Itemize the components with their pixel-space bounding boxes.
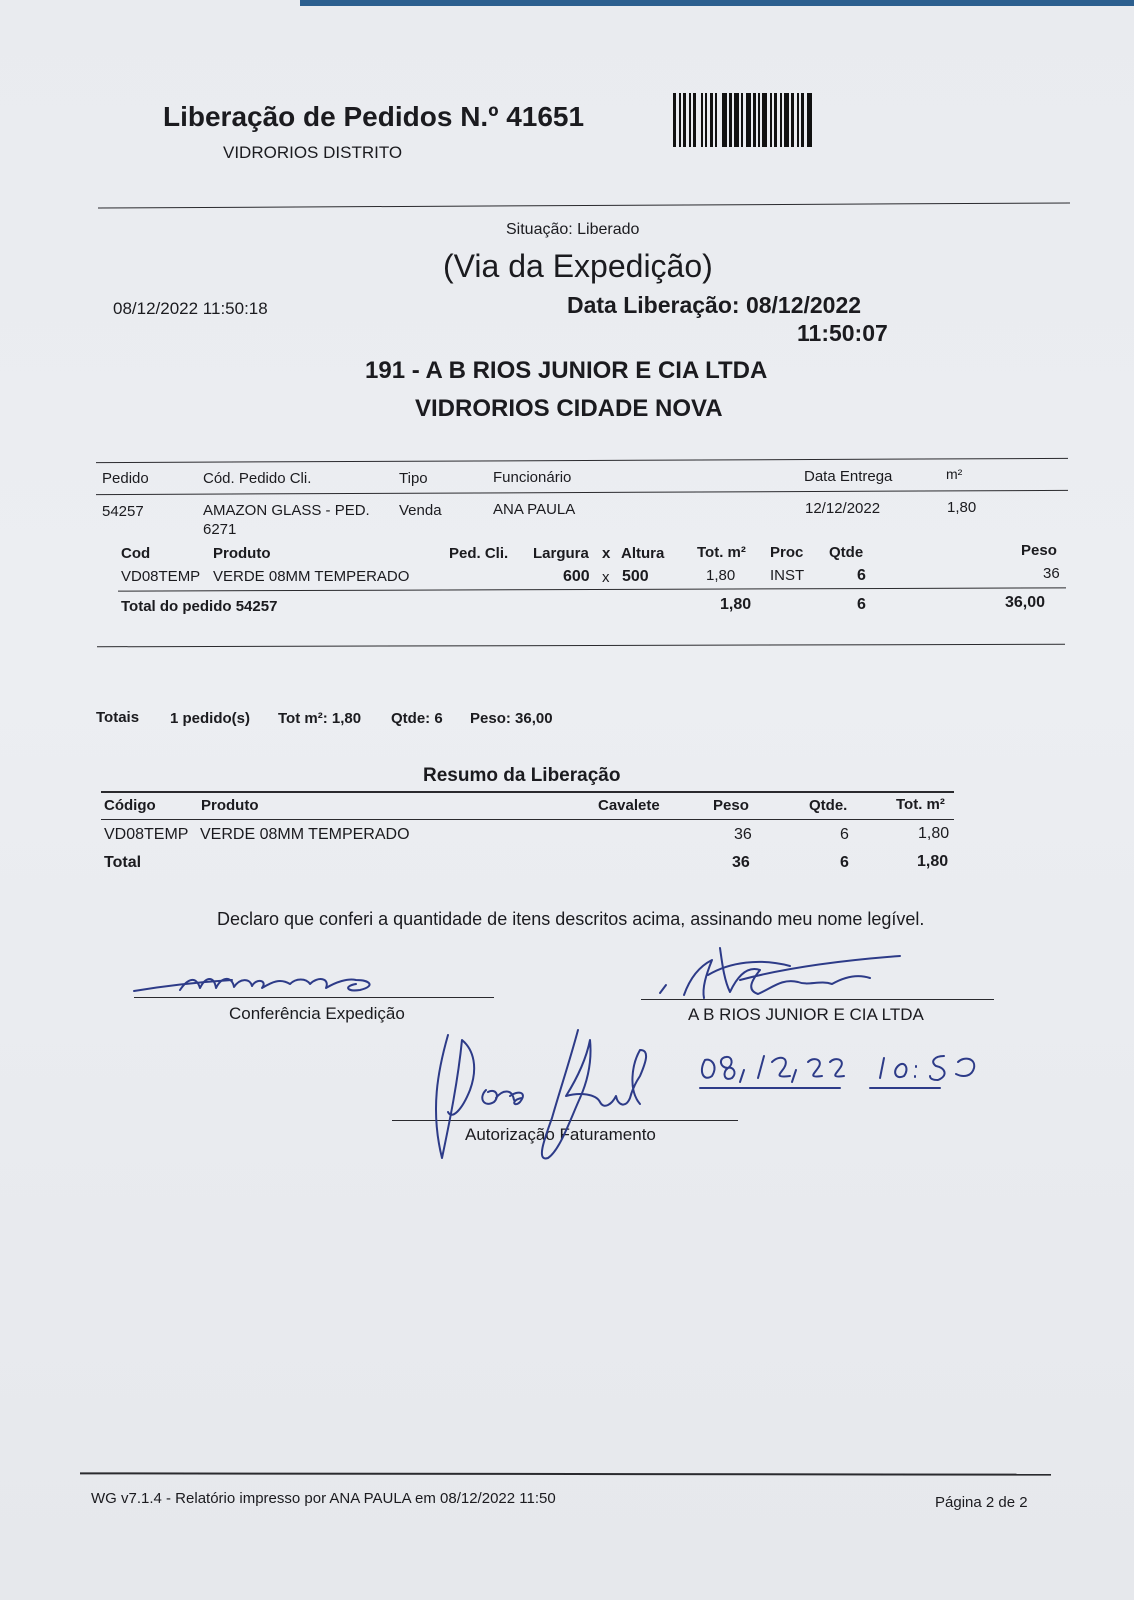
summary-total-peso: 36 bbox=[732, 854, 750, 871]
funcionario-value: ANA PAULA bbox=[493, 501, 576, 518]
m2-value: 1,80 bbox=[947, 499, 977, 516]
item-header-tot-m2: Tot. m² bbox=[697, 544, 746, 561]
col-header-tipo: Tipo bbox=[399, 470, 428, 487]
summary-title: Resumo da Liberação bbox=[423, 765, 621, 786]
item-header-cod: Cod bbox=[121, 545, 151, 562]
item-header-largura: Largura bbox=[533, 545, 589, 562]
summary-header-qtde: Qtde. bbox=[809, 797, 848, 814]
item-largura: 600 bbox=[563, 568, 590, 585]
signature-label-center: Autorização Faturamento bbox=[465, 1125, 656, 1144]
copy-label: (Via da Expedição) bbox=[443, 248, 713, 284]
declaration-text: Declaro que conferi a quantidade de itens descritos acima, assinando meu nome legível. bbox=[217, 909, 925, 929]
item-proc: INST bbox=[770, 567, 805, 584]
item-peso: 36 bbox=[1043, 565, 1060, 582]
col-header-data-entrega: Data Entrega bbox=[804, 468, 893, 485]
item-tot-m2: 1,80 bbox=[706, 567, 736, 584]
print-datetime: 08/12/2022 11:50:18 bbox=[113, 299, 268, 318]
signature-label-left: Conferência Expedição bbox=[229, 1004, 405, 1023]
pedido-value: 54257 bbox=[102, 503, 144, 520]
signature-left bbox=[134, 979, 370, 991]
item-header-peso: Peso bbox=[1021, 542, 1057, 559]
item-header-altura: Altura bbox=[621, 545, 665, 562]
summary-total-tot-m2: 1,80 bbox=[917, 853, 949, 870]
document-title: Liberação de Pedidos N.º 41651 bbox=[163, 101, 585, 132]
totals-m2: Tot m²: 1,80 bbox=[278, 710, 362, 727]
summary-header-codigo: Código bbox=[104, 797, 156, 814]
order-total-m2: 1,80 bbox=[720, 596, 752, 613]
client-store: VIDRORIOS CIDADE NOVA bbox=[415, 395, 723, 422]
item-header-ped-cli: Ped. Cli. bbox=[449, 545, 509, 562]
totals-pedidos: 1 pedido(s) bbox=[170, 710, 251, 727]
page-number: Página 2 de 2 bbox=[935, 1494, 1028, 1511]
summary-header-produto: Produto bbox=[201, 797, 259, 814]
handwritten-date bbox=[700, 1056, 974, 1088]
summary-header-cavalete: Cavalete bbox=[598, 797, 660, 814]
summary-tot-m2: 1,80 bbox=[918, 825, 950, 842]
issuer-company: VIDRORIOS DISTRITO bbox=[223, 143, 403, 162]
order-total-peso: 36,00 bbox=[1005, 594, 1046, 611]
col-header-pedido: Pedido bbox=[102, 470, 149, 487]
item-header-proc: Proc bbox=[770, 544, 804, 561]
item-cod: VD08TEMP bbox=[121, 568, 201, 585]
item-header-qtde: Qtde bbox=[829, 544, 864, 561]
item-x: x bbox=[602, 569, 610, 586]
summary-total-qtde: 6 bbox=[840, 854, 849, 871]
signature-right bbox=[660, 948, 900, 998]
summary-peso: 36 bbox=[734, 826, 752, 843]
release-date: Data Liberação: 08/12/2022 bbox=[567, 292, 862, 318]
col-header-cod-pedido-cli: Cód. Pedido Cli. bbox=[203, 470, 312, 487]
cod-pedido-cli-value-2: 6271 bbox=[203, 521, 237, 538]
summary-qtde: 6 bbox=[840, 826, 849, 843]
signature-center bbox=[436, 1030, 646, 1158]
summary-total-label: Total bbox=[104, 854, 142, 871]
client-name: 191 - A B RIOS JUNIOR E CIA LTDA bbox=[365, 357, 768, 384]
order-total-label: Total do pedido 54257 bbox=[121, 598, 278, 615]
release-time: 11:50:07 bbox=[797, 320, 888, 346]
status-text: Situação: Liberado bbox=[506, 221, 640, 238]
item-qtde: 6 bbox=[857, 567, 866, 584]
summary-codigo: VD08TEMP bbox=[104, 826, 189, 843]
signature-label-right: A B RIOS JUNIOR E CIA LTDA bbox=[688, 1005, 924, 1024]
footer-print-info: WG v7.1.4 - Relatório impresso por ANA PAULA em 08/12/2022 11:50 bbox=[91, 1490, 556, 1507]
cod-pedido-cli-value: AMAZON GLASS - PED. bbox=[203, 502, 370, 519]
item-header-x: x bbox=[602, 545, 611, 562]
col-header-funcionario: Funcionário bbox=[493, 469, 572, 486]
totals-qtde: Qtde: 6 bbox=[391, 710, 443, 727]
summary-produto: VERDE 08MM TEMPERADO bbox=[200, 826, 410, 843]
order-total-qtde: 6 bbox=[857, 596, 866, 613]
summary-header-peso: Peso bbox=[713, 797, 749, 814]
data-entrega-value: 12/12/2022 bbox=[805, 500, 881, 517]
totals-label: Totais bbox=[96, 709, 140, 726]
summary-header-tot-m2: Tot. m² bbox=[896, 796, 945, 813]
col-header-m2: m² bbox=[946, 466, 963, 482]
item-produto: VERDE 08MM TEMPERADO bbox=[213, 568, 410, 585]
item-altura: 500 bbox=[622, 568, 649, 585]
totals-peso: Peso: 36,00 bbox=[470, 710, 553, 727]
item-header-produto: Produto bbox=[213, 545, 271, 562]
tipo-value: Venda bbox=[399, 502, 442, 519]
